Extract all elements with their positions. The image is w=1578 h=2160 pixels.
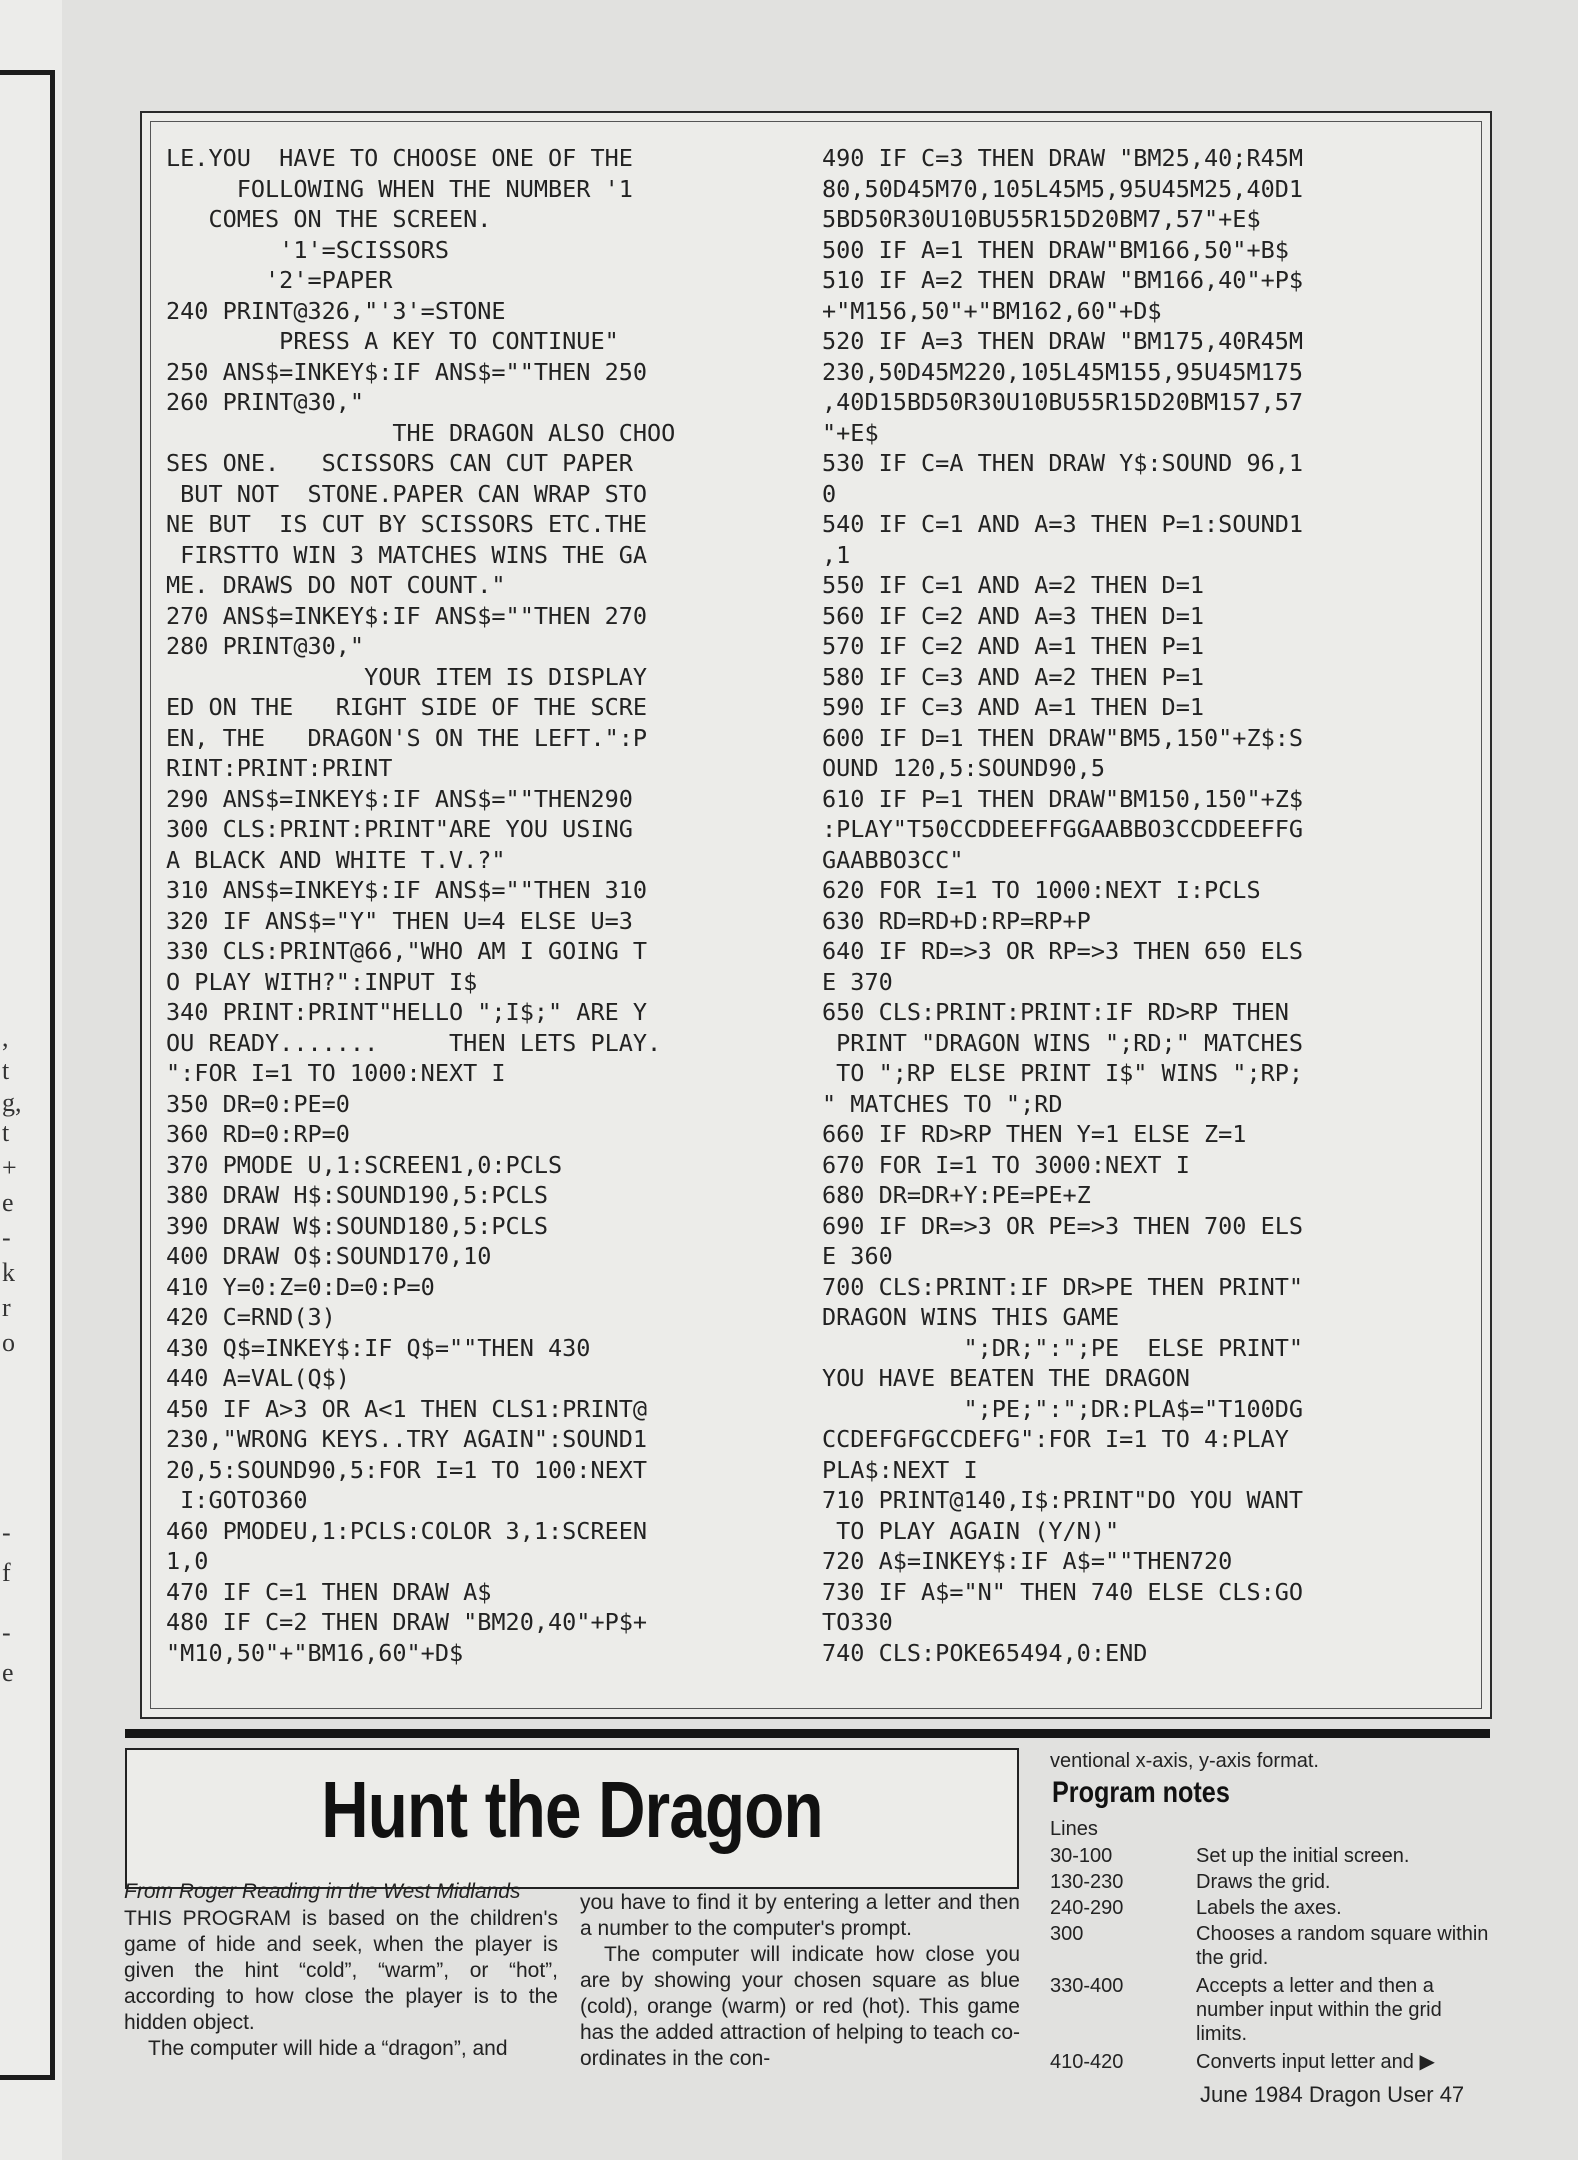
note-desc: Draws the grid. [1196,1871,1331,1893]
article-paragraph: you have to find it by entering a letter and then a number to the computer's prompt. [580,1891,1020,1940]
listing-line: DRAGON WINS THIS GAME [822,1303,1120,1331]
listing-line: 650 CLS:PRINT:PRINT:IF RD>RP THEN [822,998,1289,1026]
listing-line: 340 PRINT:PRINT"HELLO ";I$;" ARE Y [166,998,648,1026]
margin-bleed-glyph: r [2,1293,11,1322]
listing-line: LE.YOU HAVE TO CHOOSE ONE OF THE [166,144,633,172]
listing-line: 660 IF RD>RP THEN Y=1 ELSE Z=1 [822,1120,1247,1148]
listing-line: 400 DRAW O$:SOUND170,10 [166,1242,492,1270]
listing-line: 670 FOR I=1 TO 3000:NEXT I [822,1150,1190,1179]
note-desc: Labels the axes. [1196,1897,1342,1919]
listing-line: 590 IF C=3 AND A=1 THEN D=1 [822,693,1205,721]
listing-line: 430 Q$=INKEY$:IF Q$=""THEN 430 [166,1333,591,1362]
listing-line: YOU HAVE BEATEN THE DRAGON [822,1364,1190,1392]
listing-line: A BLACK AND WHITE T.V.?" [166,845,506,874]
listing-line: 520 IF A=3 THEN DRAW "BM175,40R45M [822,327,1304,355]
listing-line: TO330 [822,1608,893,1636]
listing-line: 390 DRAW W$:SOUND180,5:PCLS [166,1211,549,1240]
listing-line: "M10,50"+"BM16,60"+D$ [166,1638,464,1667]
listing-line: " MATCHES TO ";RD [822,1089,1063,1118]
listing-line: 440 A=VAL(Q$) [166,1364,350,1392]
listing-line: NE BUT IS CUT BY SCISSORS ETC.THE [166,510,648,538]
listing-line: 250 ANS$=INKEY$:IF ANS$=""THEN 250 [166,357,648,386]
listing-line: ";PE;":";DR:PLA$="T100DG [822,1394,1304,1423]
listing-line: 510 IF A=2 THEN DRAW "BM166,40"+P$ [822,266,1304,294]
margin-bleed-glyph: + [2,1153,17,1182]
listing-line: CCDEFGFGCCDEFG":FOR I=1 TO 4:PLAY [822,1425,1289,1453]
listing-line: 300 CLS:PRINT:PRINT"ARE YOU USING [166,815,633,843]
listing-line: :PLAY"T50CCDDEEFFGGAABBO3CCDDEEFFG [822,815,1304,843]
listing-line: THE DRAGON ALSO CHOO [166,418,676,447]
listing-line: 330 CLS:PRINT@66,"WHO AM I GOING T [166,937,648,965]
listing-line: 240 PRINT@326,"'3'=STONE [166,296,506,325]
listing-line: 700 CLS:PRINT:IF DR>PE THEN PRINT" [822,1272,1304,1301]
listing-line: ";DR;":";PE ELSE PRINT" [822,1333,1304,1362]
listing-line: 290 ANS$=INKEY$:IF ANS$=""THEN290 [166,784,633,813]
note-desc: Converts input letter and ▶ [1196,2051,1435,2073]
listing-line: PRESS A KEY TO CONTINUE" [166,327,619,355]
margin-bleed-glyph: - [2,1518,11,1547]
margin-bleed-glyph: g, [2,1088,22,1117]
note-lines: 130-230 [1050,1871,1124,1893]
listing-line: ,40D15BD50R30U10BU55R15D20BM157,57 [822,388,1304,416]
margin-bleed-glyph: , [2,1023,9,1052]
listing-line: ME. DRAWS DO NOT COUNT." [166,571,506,599]
listing-line: I:GOTO360 [166,1486,308,1514]
margin-bleed-glyph: t [2,1056,10,1085]
listing-line: 470 IF C=1 THEN DRAW A$ [166,1577,492,1606]
listing-line: 80,50D45M70,105L45M5,95U45M25,40D1 [822,174,1304,203]
listing-line: 530 IF C=A THEN DRAW Y$:SOUND 96,1 [822,449,1304,477]
listing-line: TO ";RP ELSE PRINT I$" WINS ";RP; [822,1059,1304,1087]
listing-line: 490 IF C=3 THEN DRAW "BM25,40;R45M [822,144,1304,172]
margin-bleed-glyph: k [2,1258,15,1287]
article-title: Hunt the Dragon [321,1765,823,1854]
listing-line: 500 IF A=1 THEN DRAW"BM166,50"+B$ [822,235,1289,264]
listing-line: SES ONE. SCISSORS CAN CUT PAPER [166,449,633,477]
listing-line: 410 Y=0:Z=0:D=0:P=0 [166,1272,435,1301]
margin-bleed-glyph: f [2,1558,11,1587]
article-column-b [580,1890,1020,2072]
listing-line: 620 FOR I=1 TO 1000:NEXT I:PCLS [822,876,1261,904]
listing-line: 350 DR=0:PE=0 [166,1089,350,1118]
page-footer: June 1984 Dragon User 47 [1200,2082,1465,2107]
listing-line: ,1 [822,540,851,569]
listing-line: 480 IF C=2 THEN DRAW "BM20,40"+P$+ [166,1608,648,1636]
listing-line: 630 RD=RD+D:RP=RP+P [822,906,1091,935]
listing-line: TO PLAY AGAIN (Y/N)" [822,1516,1120,1545]
listing-line: 1,0 [166,1547,209,1575]
article-paragraph: The computer will hide a “dragon”, and [148,2037,508,2060]
listing-line: 420 C=RND(3) [166,1303,336,1331]
note-lines: 330-400 [1050,1975,1124,1997]
listing-line: OU READY....... THEN LETS PLAY. [166,1028,662,1057]
listing-line: 600 IF D=1 THEN DRAW"BM5,150"+Z$:S [822,723,1304,752]
program-listing [140,111,1492,1719]
listing-line: 580 IF C=3 AND A=2 THEN P=1 [822,662,1205,691]
listing-line: 540 IF C=1 AND A=3 THEN P=1:SOUND1 [822,510,1304,538]
article-paragraph: THIS PROGRAM is based on the children's game of hide and seek, when the player is given the hint “cold”, “warm”, or “hot”, according to how close the player is to the hidden object. [124,1907,558,2034]
listing-line: 570 IF C=2 AND A=1 THEN P=1 [822,632,1205,660]
listing-line: '2'=PAPER [166,266,393,294]
listing-line: YOUR ITEM IS DISPLAY [166,662,648,691]
article-paragraph: The computer will indicate how close you are by showing your chosen square as blue (cold), orange (warm) or red (hot). This game has the added attraction of helping to teach co-ordinates in the con- [580,1943,1020,2070]
listing-line: 720 A$=INKEY$:IF A$=""THEN720 [822,1547,1233,1575]
program-notes-title: Program notes [1052,1776,1230,1809]
listing-line: ":FOR I=1 TO 1000:NEXT I [166,1059,506,1087]
listing-line: 230,50D45M220,105L45M155,95U45M175 [822,357,1304,386]
listing-line: E 360 [822,1242,893,1270]
note-lines: 240-290 [1050,1897,1124,1919]
listing-line: 280 PRINT@30," [166,632,365,660]
listing-line: ED ON THE RIGHT SIDE OF THE SCRE [166,693,648,721]
listing-line: 610 IF P=1 THEN DRAW"BM150,150"+Z$ [822,784,1304,813]
listing-line: GAABBO3CC" [822,845,964,874]
listing-line: RINT:PRINT:PRINT [166,754,393,782]
listing-line: 310 ANS$=INKEY$:IF ANS$=""THEN 310 [166,876,648,904]
note-desc: Set up the initial screen. [1196,1845,1410,1867]
listing-line: 260 PRINT@30," [166,388,365,416]
margin-bleed-glyph: o [2,1328,15,1357]
listing-column-right [822,143,1462,1668]
margin-bleed-glyph: - [2,1618,11,1647]
listing-line: FIRSTTO WIN 3 MATCHES WINS THE GA [166,540,648,569]
listing-line: 0 [822,479,837,508]
listing-line: 550 IF C=1 AND A=2 THEN D=1 [822,571,1205,599]
listing-line: O PLAY WITH?":INPUT I$ [166,967,478,996]
listing-line: 450 IF A>3 OR A<1 THEN CLS1:PRINT@ [166,1394,648,1423]
listing-line: 20,5:SOUND90,5:FOR I=1 TO 100:NEXT [166,1455,648,1484]
listing-line: PRINT "DRAGON WINS ";RD;" MATCHES [822,1028,1304,1057]
notes-lines-header: Lines [1050,1818,1098,1840]
listing-line: '1'=SCISSORS [166,235,449,264]
listing-line: 710 PRINT@140,I$:PRINT"DO YOU WANT [822,1486,1304,1514]
note-lines: 300 [1050,1923,1084,1945]
note-desc: Chooses a random square within the grid. [1196,1923,1489,1969]
listing-line: FOLLOWING WHEN THE NUMBER '1 [166,174,633,203]
listing-line: "+E$ [822,418,879,447]
section-divider [125,1729,1490,1738]
listing-line: PLA$:NEXT I [822,1455,978,1484]
margin-bleed-glyph: t [2,1118,10,1147]
margin-bleed-glyph: e [2,1188,14,1217]
notes-continuation: ventional x-axis, y-axis format. [1050,1750,1319,1772]
listing-line: 5BD50R30U10BU55R15D20BM7,57"+E$ [822,205,1261,233]
listing-line: 360 RD=0:RP=0 [166,1120,350,1148]
listing-line: 680 DR=DR+Y:PE=PE+Z [822,1181,1091,1209]
listing-line: 640 IF RD=>3 OR RP=>3 THEN 650 ELS [822,937,1304,965]
listing-line: 690 IF DR=>3 OR PE=>3 THEN 700 ELS [822,1211,1304,1240]
listing-line: 380 DRAW H$:SOUND190,5:PCLS [166,1181,549,1209]
note-lines: 30-100 [1050,1845,1113,1867]
listing-line: 230,"WRONG KEYS..TRY AGAIN":SOUND1 [166,1425,648,1453]
note-desc: Accepts a letter and then a number input within the grid limits. [1196,1975,1442,2045]
listing-line: E 370 [822,967,893,996]
article-title-box [125,1748,1019,1889]
listing-line: 740 CLS:POKE65494,0:END [822,1638,1148,1667]
listing-line: EN, THE DRAGON'S ON THE LEFT.":P [166,723,648,752]
listing-line: 370 PMODE U,1:SCREEN1,0:PCLS [166,1150,563,1179]
listing-line: 460 PMODEU,1:PCLS:COLOR 3,1:SCREEN [166,1516,648,1545]
listing-line: 560 IF C=2 AND A=3 THEN D=1 [822,601,1205,630]
article-byline: From Roger Reading in the West Midlands [124,1880,521,1903]
listing-line: 270 ANS$=INKEY$:IF ANS$=""THEN 270 [166,601,648,630]
listing-column-left [166,143,806,1668]
listing-line: +"M156,50"+"BM162,60"+D$ [822,296,1162,325]
margin-bleed-glyph: - [2,1223,11,1252]
listing-line: BUT NOT STONE.PAPER CAN WRAP STO [166,479,648,508]
note-lines: 410-420 [1050,2051,1124,2073]
listing-line: 320 IF ANS$="Y" THEN U=4 ELSE U=3 [166,906,633,935]
listing-line: OUND 120,5:SOUND90,5 [822,754,1105,782]
margin-bleed-glyph: e [2,1658,14,1687]
article-column-a [124,1906,558,2062]
listing-line: 730 IF A$="N" THEN 740 ELSE CLS:GO [822,1577,1304,1606]
listing-line: COMES ON THE SCREEN. [166,205,492,233]
